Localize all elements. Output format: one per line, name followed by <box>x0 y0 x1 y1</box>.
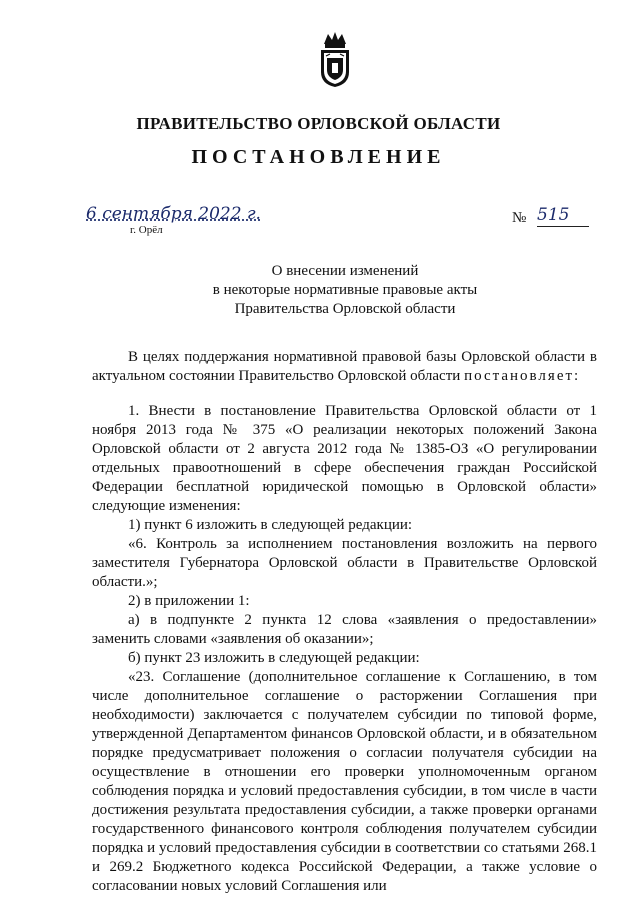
government-name: ПРАВИТЕЛЬСТВО ОРЛОВСКОЙ ОБЛАСТИ <box>136 114 501 133</box>
preamble-text: В целях поддержания нормативной правовой базы Орловской области в актуальном состоянии Правительство Орловской области <box>92 349 597 384</box>
subject-line: в некоторые нормативные правовые акты <box>212 282 478 298</box>
paragraph: а) в подпункте 2 пункта 12 слова «заявления о предоставлении» заменить словами «заявления об оказании»; <box>92 612 597 647</box>
handwritten-date: 6 сентября 2022 г. <box>86 204 261 224</box>
city: г. Орёл <box>130 224 163 236</box>
document-type: ПОСТАНОВЛЕНИЕ <box>191 146 446 168</box>
paragraph: 1) пункт 6 изложить в следующей редакции: <box>128 517 413 533</box>
paragraph: «23. Соглашение (дополнительное соглашение к Соглашению, в том числе дополнительное соглашение о расторжении Соглашения при необходимости) заключается с получателем субсидии по типовой форме, утвержденной Департаментом финансов Орловской области, и в обязательном порядке предусматривает положения о согласии получателя субсидии на осуществление в отношении его проверки уполномоченным органом соблюдения порядка и условий предоставления субсидии, в том числе в части достижения результата предоставления субсидии, а также проверки органами государственного финансового контроля соблюдения получателем субсидии порядка и условий предоставления субсидии в соответствии со статьями 268.1 и 269.2 Бюджетного кодекса Российской Федерации, а также условие о согласовании новых условий Соглашения или <box>92 669 597 894</box>
document-body <box>92 348 597 896</box>
handwritten-number: 515 <box>537 205 589 227</box>
paragraph: 2) в приложении 1: <box>128 593 250 609</box>
subject-line: О внесении изменений <box>271 263 419 279</box>
paragraph: б) пункт 23 изложить в следующей редакции: <box>128 650 420 666</box>
document-subject <box>0 262 637 319</box>
number-label: № <box>512 210 527 226</box>
subject-line: Правительства Орловской области <box>234 301 456 317</box>
coat-of-arms-icon <box>318 30 352 88</box>
paragraph: «6. Контроль за исполнением постановления возложить на первого заместителя Губернатора Орловской области в Правительстве Орловской области.»; <box>92 536 597 590</box>
paragraph: 1. Внести в постановление Правительства Орловской области от 1 ноября 2013 года № 375 «О реализации некоторых положений Закона Орловской области от 2 августа 2012 года № 1385-ОЗ «О регулировании отдельных правоотношений в сфере обеспечения граждан Российской Федерации бесплатной юридической помощью в Орловской области» следующие изменения: <box>92 403 597 514</box>
resolves-word: постановляет: <box>464 368 581 384</box>
preamble-paragraph <box>92 348 597 386</box>
